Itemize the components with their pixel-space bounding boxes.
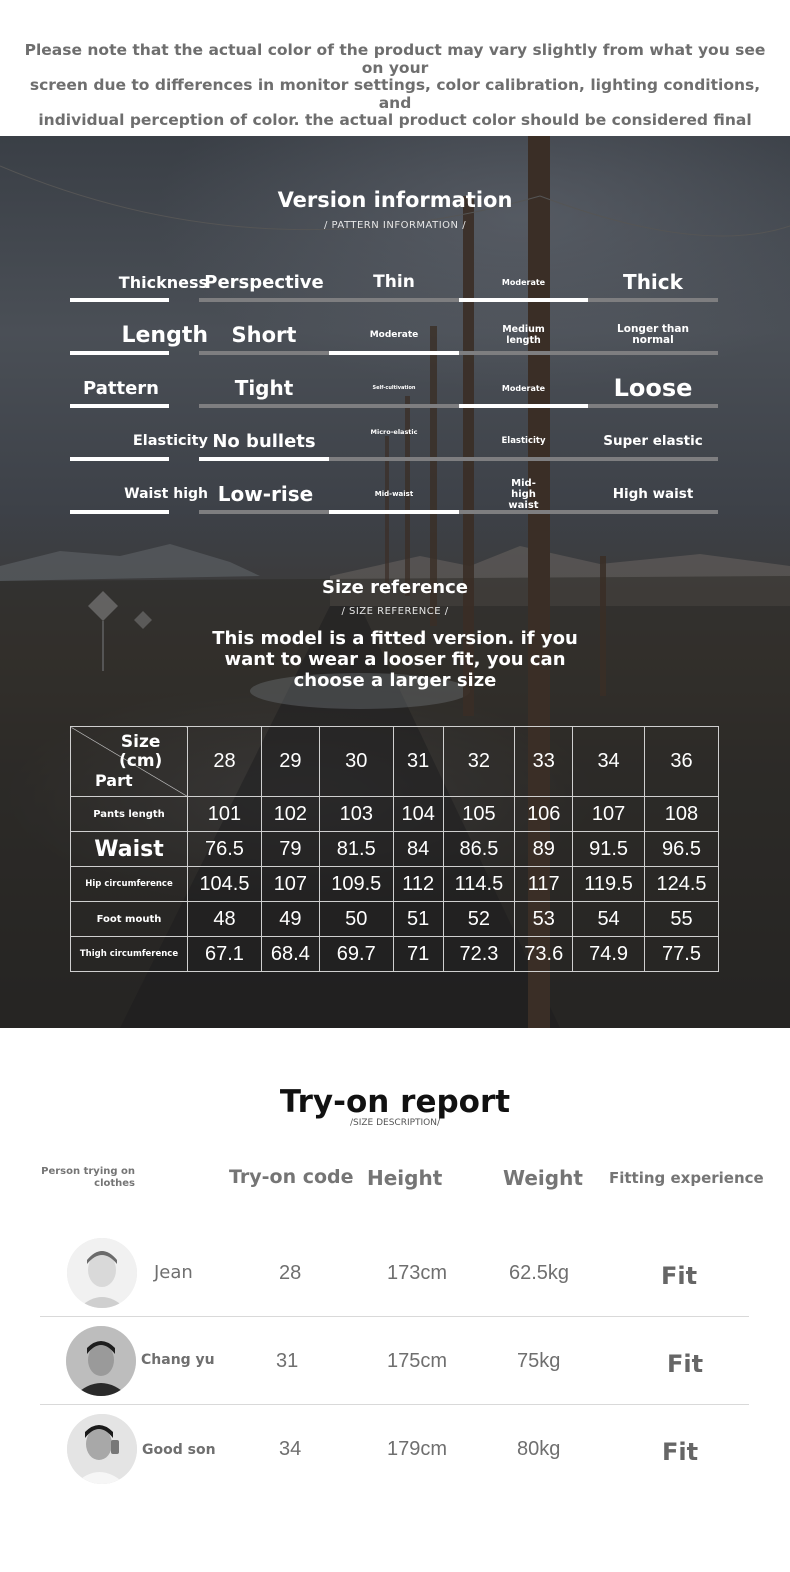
pattern-option-loose: Loose xyxy=(613,373,693,402)
table-cell: 52 xyxy=(443,902,515,937)
table-cell: 112 xyxy=(393,867,443,902)
size-table xyxy=(70,726,719,972)
table-cell: 68.4 xyxy=(261,937,319,972)
tryon-subtitle: /SIZE DESCRIPTION/ xyxy=(349,1118,441,1128)
length-option-longer: Longer than normal xyxy=(617,323,689,346)
thickness-option-moderate: Moderate xyxy=(501,277,546,287)
corner-size-text: Size xyxy=(120,732,161,752)
version-title: Version information xyxy=(277,188,513,212)
person-height: 173cm xyxy=(387,1262,448,1284)
length-scale-bar-2 xyxy=(459,351,718,355)
length-label-bar xyxy=(70,351,169,355)
notice-line-1: Please note that the actual color of the product may vary slightly from what you see on your xyxy=(24,41,766,77)
version-row-elasticity xyxy=(70,421,718,461)
pattern-selected-bar xyxy=(459,404,588,408)
row-label-pants-length: Pants length xyxy=(71,797,188,832)
table-cell: 49 xyxy=(261,902,319,937)
table-cell: 104 xyxy=(393,797,443,832)
table-cell: 124.5 xyxy=(644,867,718,902)
length-option-short: Short xyxy=(231,322,297,347)
waist-label-bar xyxy=(70,510,169,514)
table-row xyxy=(71,797,719,832)
length-option-medium: Medium length xyxy=(502,324,545,346)
thickness-label-bar xyxy=(70,298,169,302)
header-fitting-experience: Fitting experience xyxy=(609,1169,764,1187)
length-selected-bar xyxy=(329,351,459,355)
table-cell: 106 xyxy=(515,797,573,832)
table-cell: 107 xyxy=(261,867,319,902)
person-height: 175cm xyxy=(387,1350,448,1372)
waist-scale-bar-2 xyxy=(459,510,718,514)
size-col-29: 29 xyxy=(261,727,319,797)
size-note-line-2: want to wear a looser fit, you can xyxy=(224,649,566,670)
size-reference-title: Size reference xyxy=(322,577,468,598)
row-label-thigh: Thigh circumference xyxy=(71,937,188,972)
elasticity-label-bar xyxy=(70,457,169,461)
waist-scale-bar-1 xyxy=(199,510,329,514)
person-weight: 80kg xyxy=(517,1438,561,1460)
size-table-corner xyxy=(71,727,188,797)
size-col-36: 36 xyxy=(644,727,718,797)
waist-selected-bar xyxy=(329,510,459,514)
table-cell: 67.1 xyxy=(188,937,262,972)
pattern-scale-bar-2 xyxy=(588,404,718,408)
table-cell: 86.5 xyxy=(443,832,515,867)
waist-option-high: High waist xyxy=(612,485,694,502)
avatar xyxy=(66,1326,136,1396)
table-cell: 72.3 xyxy=(443,937,515,972)
person-code: 28 xyxy=(279,1262,302,1284)
header-weight: Weight xyxy=(503,1166,583,1190)
thickness-scale-bar-2 xyxy=(588,298,718,302)
waist-option-mid: Mid-waist xyxy=(374,489,414,498)
person-height: 179cm xyxy=(387,1438,448,1460)
person-name-good-son: Good son xyxy=(142,1442,216,1458)
table-cell: 91.5 xyxy=(573,832,645,867)
person-portrait-icon xyxy=(66,1326,136,1396)
person-weight: 62.5kg xyxy=(509,1262,570,1284)
person-fit: Fit xyxy=(661,1262,698,1290)
row-label-foot-mouth: Foot mouth xyxy=(71,902,188,937)
row-label-hip: Hip circumference xyxy=(71,867,188,902)
table-cell: 84 xyxy=(393,832,443,867)
hero-panel xyxy=(0,136,790,1028)
table-cell: 103 xyxy=(319,797,393,832)
table-cell: 89 xyxy=(515,832,573,867)
size-col-33: 33 xyxy=(515,727,573,797)
pattern-label-bar xyxy=(70,404,169,408)
corner-part-label: Part xyxy=(95,771,133,790)
size-col-32: 32 xyxy=(443,727,515,797)
corner-unit-text: (cm) xyxy=(119,751,163,771)
elasticity-option-micro: Micro-elastic xyxy=(370,428,418,436)
table-cell: 51 xyxy=(393,902,443,937)
elasticity-selected-bar xyxy=(199,457,329,461)
person-portrait-icon xyxy=(67,1414,137,1484)
table-cell: 48 xyxy=(188,902,262,937)
waist-option-mid-high: Mid-high waist xyxy=(508,477,539,511)
elasticity-option-super: Super elastic xyxy=(603,432,703,449)
avatar xyxy=(67,1414,137,1484)
waist-label: Waist high xyxy=(124,485,208,502)
table-row xyxy=(71,832,719,867)
thickness-option-thick: Thick xyxy=(623,269,683,294)
table-cell: 54 xyxy=(573,902,645,937)
size-table-header xyxy=(71,727,719,797)
table-cell: 104.5 xyxy=(188,867,262,902)
table-cell: 108 xyxy=(644,797,718,832)
header-person xyxy=(40,1166,135,1189)
table-cell: 53 xyxy=(515,902,573,937)
table-cell: 81.5 xyxy=(319,832,393,867)
row-divider xyxy=(40,1404,749,1405)
table-cell: 77.5 xyxy=(644,937,718,972)
size-col-31: 31 xyxy=(393,727,443,797)
thickness-selected-bar xyxy=(459,298,588,302)
person-portrait-icon xyxy=(67,1238,137,1308)
size-note-line-3: choose a larger size xyxy=(293,670,497,691)
waist-option-low-rise: Low-rise xyxy=(217,481,314,506)
pattern-scale-bar-1 xyxy=(199,404,459,408)
length-scale-bar-1 xyxy=(199,351,329,355)
version-row-length xyxy=(70,315,718,355)
row-label-waist: Waist xyxy=(71,832,188,867)
elasticity-label: Elasticity xyxy=(132,432,208,449)
table-cell: 73.6 xyxy=(515,937,573,972)
pattern-label: Pattern xyxy=(83,377,159,399)
length-label: Length xyxy=(121,322,208,348)
thickness-option-perspective: Perspective xyxy=(204,271,324,293)
row-divider xyxy=(40,1316,749,1317)
person-name-jean: Jean xyxy=(154,1262,193,1283)
version-row-pattern xyxy=(70,368,718,408)
avatar xyxy=(67,1238,137,1308)
thickness-scale-bar-1 xyxy=(199,298,459,302)
size-col-34: 34 xyxy=(573,727,645,797)
notice-line-3: individual perception of color. the actual product color should be considered final xyxy=(38,111,752,129)
header-height: Height xyxy=(367,1166,443,1190)
pattern-option-self-cultivation: Self-cultivation xyxy=(372,384,416,391)
table-cell: 69.7 xyxy=(319,937,393,972)
notice-line-2: screen due to differences in monitor settings, color calibration, lighting conditions, and xyxy=(29,76,761,112)
table-cell: 102 xyxy=(261,797,319,832)
header-person-line-1: Person trying on xyxy=(41,1166,135,1177)
table-cell: 114.5 xyxy=(443,867,515,902)
person-fit: Fit xyxy=(662,1438,699,1466)
header-person-line-2: clothes xyxy=(94,1177,135,1189)
table-cell: 79 xyxy=(261,832,319,867)
table-cell: 109.5 xyxy=(319,867,393,902)
table-cell: 50 xyxy=(319,902,393,937)
table-cell: 105 xyxy=(443,797,515,832)
person-code: 34 xyxy=(279,1438,302,1460)
table-cell: 96.5 xyxy=(644,832,718,867)
elasticity-scale-bar xyxy=(329,457,718,461)
table-cell: 76.5 xyxy=(188,832,262,867)
size-col-28: 28 xyxy=(188,727,262,797)
person-code: 31 xyxy=(276,1350,299,1372)
length-option-moderate: Moderate xyxy=(369,329,419,340)
person-fit: Fit xyxy=(667,1350,704,1378)
thickness-option-thin: Thin xyxy=(373,271,415,292)
version-row-thickness xyxy=(70,262,718,302)
table-cell: 117 xyxy=(515,867,573,902)
color-notice xyxy=(20,42,770,130)
version-subtitle: / PATTERN INFORMATION / xyxy=(323,220,467,231)
pattern-option-moderate: Moderate xyxy=(501,383,546,393)
table-cell: 107 xyxy=(573,797,645,832)
table-row xyxy=(71,902,719,937)
size-reference-subtitle: / SIZE REFERENCE / xyxy=(341,606,449,617)
thickness-label: Thickness xyxy=(118,272,208,292)
corner-size-label xyxy=(119,733,162,771)
version-row-waist xyxy=(70,474,718,514)
elasticity-option-no-bullets: No bullets xyxy=(212,430,316,452)
size-col-30: 30 xyxy=(319,727,393,797)
table-row xyxy=(71,937,719,972)
person-name-chang-yu: Chang yu xyxy=(141,1352,215,1368)
table-cell: 101 xyxy=(188,797,262,832)
pattern-option-tight: Tight xyxy=(234,375,294,400)
header-tryon-code: Try-on code xyxy=(229,1166,354,1188)
table-cell: 71 xyxy=(393,937,443,972)
table-cell: 55 xyxy=(644,902,718,937)
table-row xyxy=(71,867,719,902)
elasticity-option-elasticity: Elasticity xyxy=(501,435,546,446)
tryon-title: Try-on report xyxy=(279,1084,511,1120)
size-note-line-1: This model is a fitted version. if you xyxy=(212,628,578,649)
person-weight: 75kg xyxy=(517,1350,561,1372)
table-cell: 119.5 xyxy=(573,867,645,902)
size-note xyxy=(0,628,790,691)
table-cell: 74.9 xyxy=(573,937,645,972)
